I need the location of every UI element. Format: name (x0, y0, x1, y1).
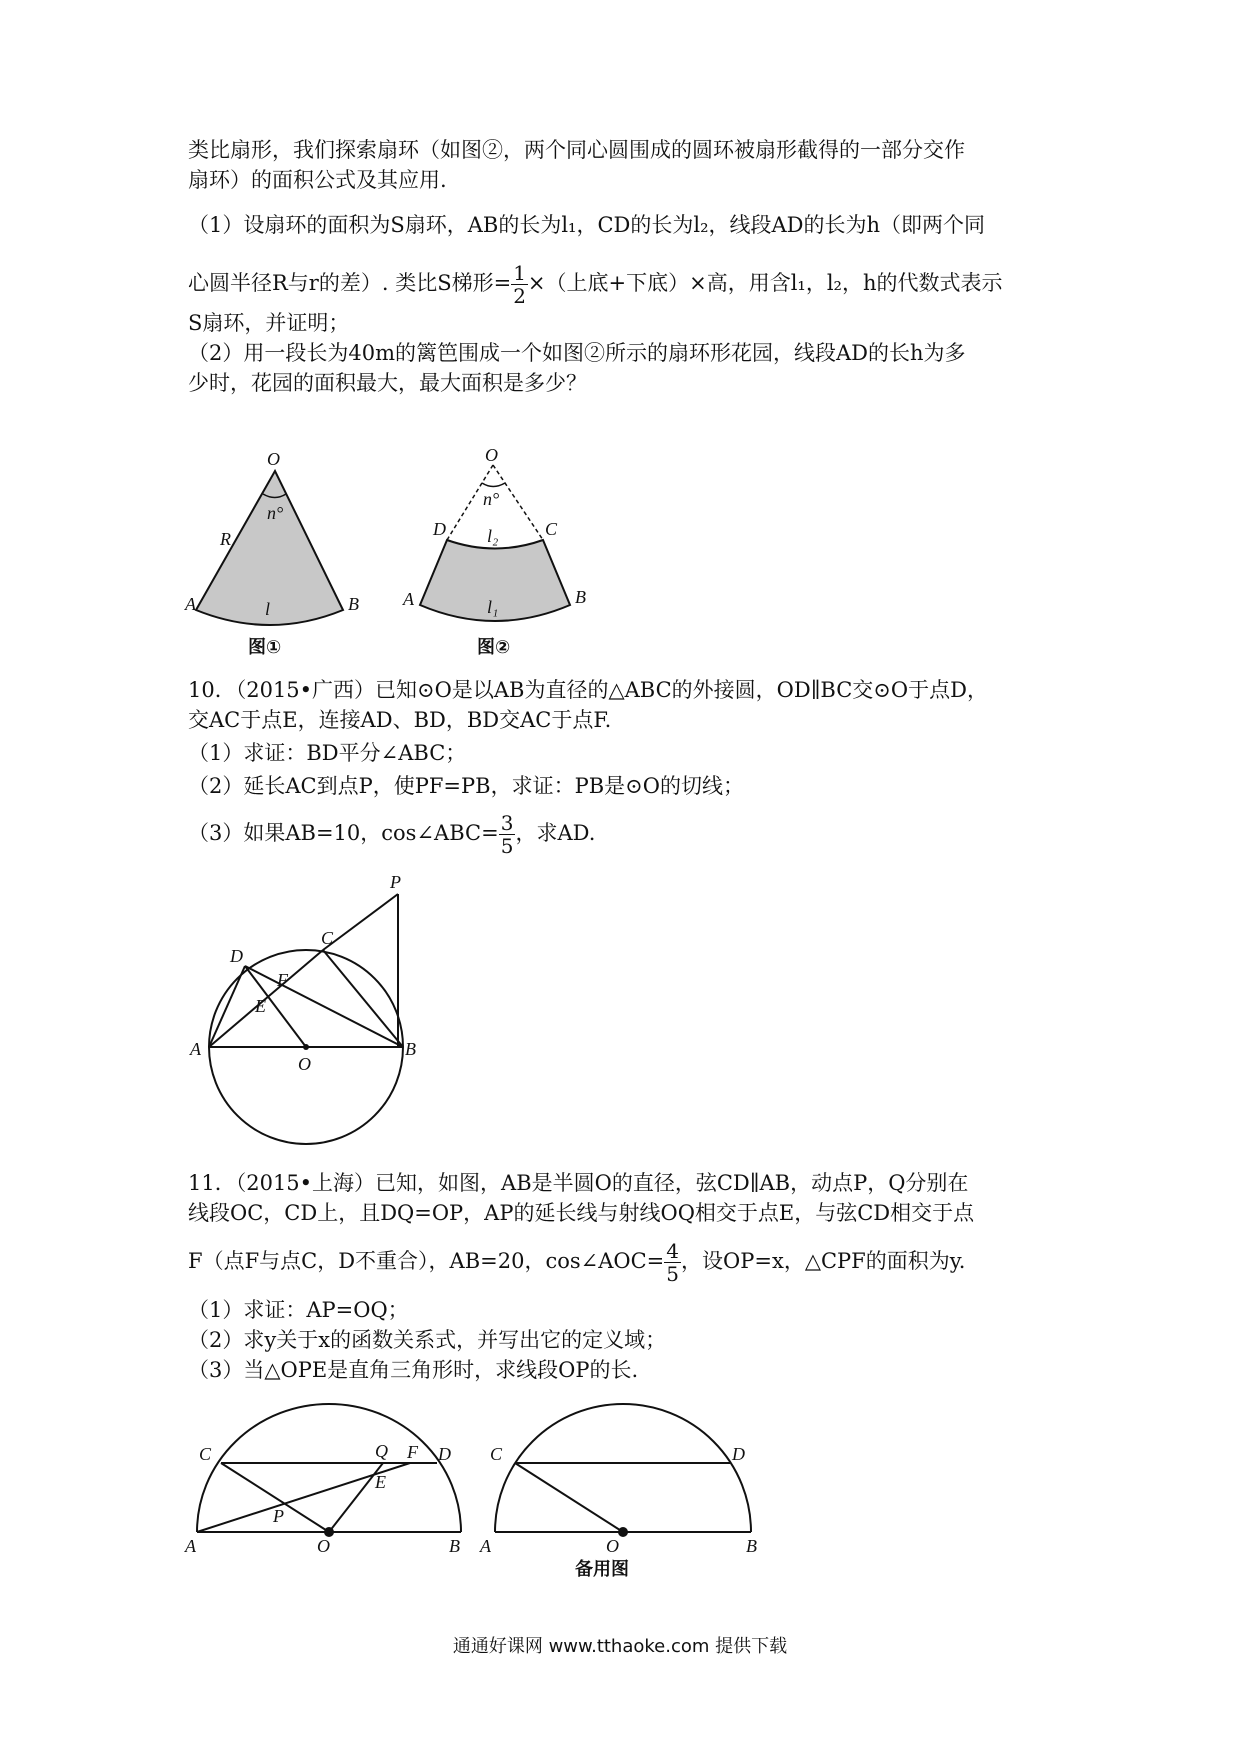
fraction-numerator: 3 (500, 811, 514, 835)
label-C: C (321, 928, 334, 948)
text-segment: F（点F与点C，D不重合），AB=20，cos∠AOC= (188, 1249, 665, 1273)
fraction-half (511, 262, 528, 307)
figure-sector (185, 445, 385, 660)
label-A: A (190, 1039, 201, 1059)
label-A: A (403, 589, 414, 609)
label-R: R (220, 529, 231, 549)
fraction-denominator: 5 (666, 1262, 680, 1286)
figure-semicircle-spare (480, 1400, 770, 1585)
label-C: C (199, 1444, 212, 1464)
text-line-with-fraction (188, 262, 1003, 307)
label-B: B (405, 1039, 416, 1059)
label-l2: l₂ (487, 526, 499, 546)
text-segment: ，设OP=x，△CPF的面积为y. (681, 1249, 966, 1273)
label-angle: n° (267, 503, 284, 523)
text-segment: ×（上底+下底）×高，用含l₁，l₂，h的代数式表示 (527, 271, 1003, 295)
text-line: 少时，花园的面积最大，最大面积是多少？ (188, 371, 587, 395)
text-line: 交AC于点E，连接AD、BD，BD交AC于点F. (188, 708, 612, 732)
figure-sector-ring (395, 445, 615, 660)
label-B: B (746, 1536, 757, 1556)
label-E: E (255, 996, 266, 1016)
label-l1: l₁ (487, 597, 499, 617)
text-line: （2）延长AC到点P，使PF=PB，求证：PB是⊙O的切线； (188, 774, 744, 798)
text-line: S扇环，并证明； (188, 311, 350, 335)
text-segment: （3）如果AB=10，cos∠ABC= (188, 821, 499, 845)
label-O: O (606, 1536, 619, 1556)
figure-caption: 图② (477, 637, 511, 658)
fraction-denominator: 2 (513, 284, 526, 308)
label-D: D (433, 519, 446, 539)
text-line: （2）求y关于x的函数关系式，并写出它的定义域； (188, 1328, 667, 1352)
text-line: （1）设扇环的面积为S扇环，AB的长为l₁，CD的长为l₂，线段AD的长为h（即两个同 (188, 213, 986, 237)
label-C: C (490, 1444, 503, 1464)
fraction-cos-abc (499, 812, 516, 857)
text-line: （1）求证：AP=OQ； (188, 1298, 409, 1322)
text-line: （3）当△OPE是直角三角形时，求线段OP的长. (188, 1358, 639, 1382)
fraction-cos-aoc (664, 1240, 681, 1285)
label-O: O (317, 1536, 330, 1556)
text-line: 10．（2015•广西）已知⊙O是以AB为直径的△ABC的外接圆，OD∥BC交⊙O于点D， (188, 678, 988, 702)
label-B: B (449, 1536, 460, 1556)
text-line: 11．（2015•上海）已知，如图，AB是半圆O的直径，弦CD∥AB，动点P，Q分别在 (188, 1171, 969, 1195)
label-A: A (185, 1536, 196, 1556)
label-C: C (545, 519, 558, 539)
label-F: F (407, 1442, 418, 1462)
label-E: E (375, 1472, 386, 1492)
text-segment: ，求AD. (515, 821, 596, 845)
text-line: 线段OC，CD上，且DQ=OP，AP的延长线与射线OQ相交于点E，与弦CD相交于点 (188, 1201, 975, 1225)
label-F: F (277, 970, 288, 990)
label-O: O (298, 1054, 311, 1074)
text-line: （1）求证：BD平分∠ABC； (188, 741, 467, 765)
label-B: B (575, 587, 586, 607)
text-line-with-fraction (188, 812, 595, 857)
label-O: O (267, 449, 280, 469)
label-P: P (273, 1506, 284, 1526)
text-line-with-fraction (188, 1240, 965, 1285)
label-D: D (732, 1444, 745, 1464)
text-segment: 心圆半径R与r的差）. 类比S梯形= (188, 271, 512, 295)
figure-caption: 图① (248, 637, 282, 658)
label-Q: Q (375, 1441, 388, 1461)
label-l: l (265, 599, 271, 619)
page-footer: 通通好课网 www.tthaoke.com 提供下载 (452, 1636, 788, 1657)
label-P: P (390, 872, 401, 892)
label-D: D (230, 946, 243, 966)
label-O: O (485, 445, 498, 465)
text-line: 类比扇形，我们探索扇环（如图②，两个同心圆围成的圆环被扇形截得的一部分交作 (188, 138, 965, 162)
text-line: （2）用一段长为40m的篱笆围成一个如图②所示的扇环形花园，线段AD的长h为多 (188, 341, 966, 365)
label-angle: n° (483, 489, 500, 509)
label-A: A (185, 594, 196, 614)
label-D: D (438, 1444, 451, 1464)
figure-circle-triangle (185, 870, 425, 1160)
fraction-denominator: 5 (500, 834, 514, 858)
figure-semicircle-main (185, 1400, 465, 1570)
fraction-numerator: 4 (666, 1239, 680, 1263)
text-line: 扇环）的面积公式及其应用. (188, 168, 447, 192)
fraction-numerator: 1 (513, 261, 526, 285)
figure-caption: 备用图 (575, 1559, 629, 1580)
label-B: B (348, 594, 359, 614)
label-A: A (480, 1536, 491, 1556)
